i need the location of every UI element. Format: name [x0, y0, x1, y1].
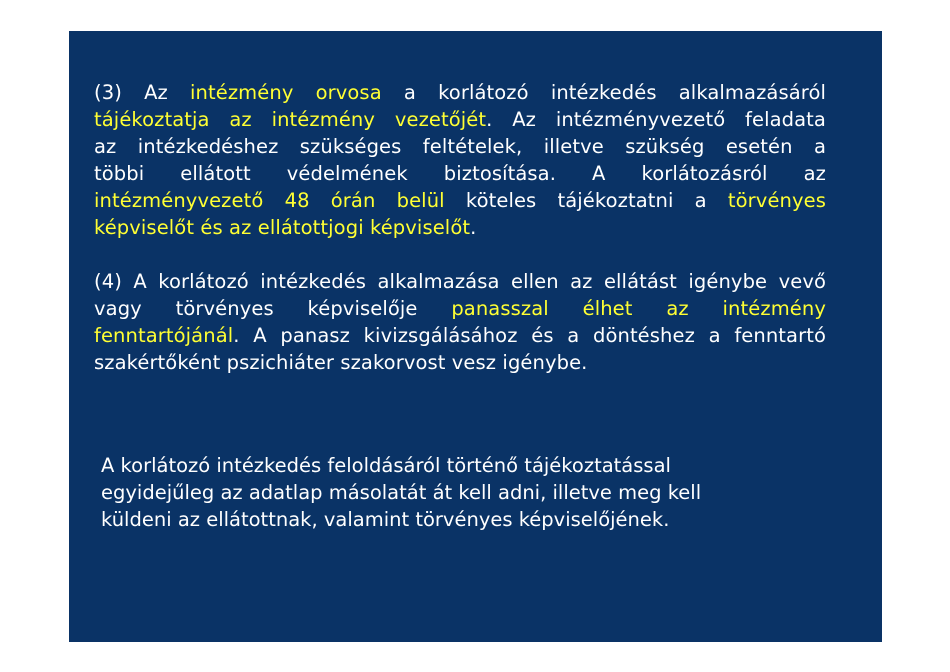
text-segment: szakértőként pszichiáter szakorvost vesz igénybe.: [94, 351, 588, 374]
text-segment: .: [470, 216, 477, 239]
closing-note: [101, 452, 801, 533]
paragraph-4-line-2: [94, 295, 826, 322]
paragraph-4: [94, 268, 826, 376]
highlighted-text: képviselőt és az ellátottjogi képviselőt: [94, 216, 471, 239]
paragraph-3-line-3: [94, 133, 826, 160]
text-segment: (3) Az: [94, 81, 191, 104]
paragraph-3-line-2: [94, 106, 826, 133]
highlighted-text: fenntartójánál: [94, 324, 234, 347]
paragraph-4-line-4: [94, 349, 826, 376]
paragraph-3-line-5: [94, 187, 826, 214]
paragraph-3: [94, 79, 826, 241]
text-segment: . Az intézményvezető feladata: [486, 108, 826, 131]
text-segment: a korlátozó intézkedés alkalmazásáról: [381, 81, 827, 104]
highlighted-text: intézményvezető 48 órán belül: [94, 189, 445, 212]
text-segment: . A panasz kivizsgálásához és a döntéshez a fenntartó: [233, 324, 826, 347]
closing-note-line-3: küldeni az ellátottnak, valamint törvényes képviselőjének.: [101, 508, 670, 531]
text-segment: köteles tájékoztatni a: [444, 189, 728, 212]
paragraph-4-line-3: [94, 322, 826, 349]
text-segment: (4) A korlátozó intézkedés alkalmazása ellen az ellátást igénybe vevő: [94, 270, 826, 293]
slide-panel: [69, 31, 882, 642]
closing-note-line-1: A korlátozó intézkedés feloldásáról történő tájékoztatással: [101, 454, 671, 477]
text-segment: többi ellátott védelmének biztosítása. A korlátozásról az: [94, 162, 826, 185]
paragraph-3-line-6: [94, 214, 826, 241]
highlighted-text: tájékoztatja az intézmény vezetőjét: [94, 108, 487, 131]
text-segment: vagy törvényes képviselője: [94, 297, 452, 320]
paragraph-3-line-4: [94, 160, 826, 187]
paragraph-4-line-1: [94, 268, 826, 295]
highlighted-text: panasszal élhet az intézmény: [451, 297, 826, 320]
highlighted-text: törvényes: [727, 189, 826, 212]
closing-note-line-2: egyidejűleg az adatlap másolatát át kell adni, illetve meg kell: [101, 481, 702, 504]
highlighted-text: intézmény orvosa: [190, 81, 382, 104]
text-segment: az intézkedéshez szükséges feltételek, illetve szükség esetén a: [94, 135, 826, 158]
paragraph-3-line-1: [94, 79, 826, 106]
